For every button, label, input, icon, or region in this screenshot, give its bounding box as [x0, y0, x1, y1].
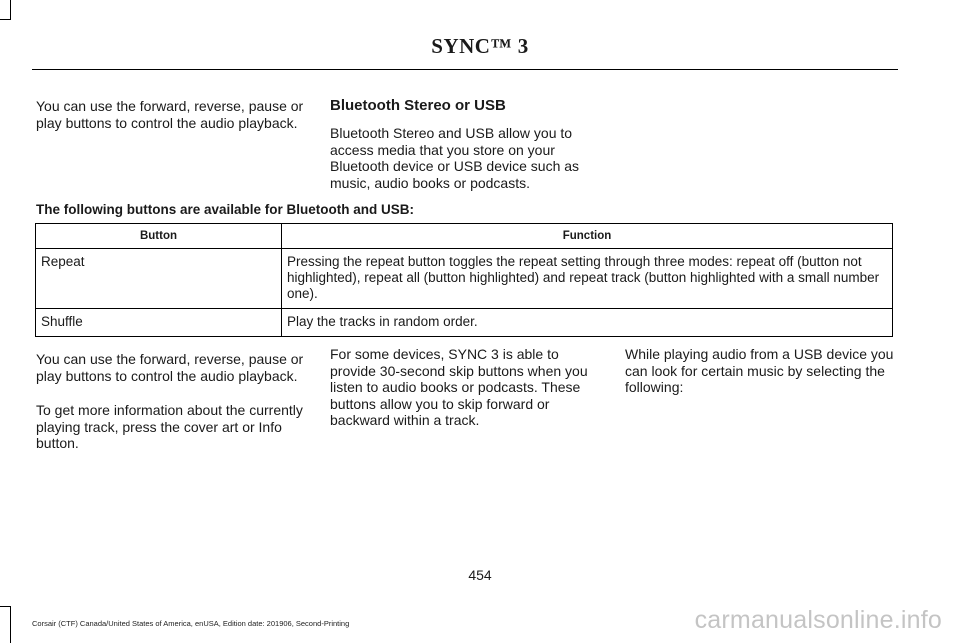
intro-paragraph: You can use the forward, reverse, pause or play buttons to control the audio playback. — [36, 98, 304, 131]
page-header-title: SYNC™ 3 — [431, 34, 529, 58]
buttons-table — [35, 223, 893, 337]
cell-button: Repeat — [36, 249, 282, 309]
header-rule — [32, 69, 898, 70]
footer-edition-text: Corsair (CTF) Canada/United States of America, enUSA, Edition date: 201906, Second-Printing — [32, 619, 350, 628]
section-paragraph: Bluetooth Stereo and USB allow you to access media that you store on your Bluetooth device or USB device such as music, audio books or podcasts. — [330, 125, 580, 191]
crop-mark-top-left-h — [0, 19, 11, 20]
cell-function: Pressing the repeat button toggles the repeat setting through three modes: repeat off (button not highlighted), repeat all (button highlighted) and repeat track (button highlighted with a small number one). — [282, 249, 893, 309]
crop-mark-top-left-v — [10, 0, 11, 20]
usb-search-paragraph: While playing audio from a USB device you can look for certain music by selecting the following: — [625, 346, 894, 395]
track-info-paragraph: To get more information about the currently playing track, press the cover art or Info button. — [36, 402, 303, 451]
header-function: Function — [282, 224, 893, 249]
cell-button: Shuffle — [36, 309, 282, 337]
watermark: carmanualsonline.info — [694, 606, 942, 634]
section-heading: Bluetooth Stereo or USB — [330, 97, 506, 114]
skip-buttons-paragraph: For some devices, SYNC 3 is able to provide 30-second skip buttons when you listen to audio books or podcasts. These buttons allow you to skip forward or backward within a track. — [330, 346, 588, 428]
crop-mark-bottom-left-v — [10, 606, 11, 643]
crop-mark-bottom-left-h — [0, 606, 11, 607]
playback-paragraph: You can use the forward, reverse, pause or play buttons to control the audio playback. — [36, 351, 304, 384]
table-row — [36, 309, 893, 337]
page-number: 454 — [468, 567, 492, 583]
header-button: Button — [36, 224, 282, 249]
table-row — [36, 249, 893, 309]
table-label: The following buttons are available for Bluetooth and USB: — [36, 202, 415, 217]
table-header-row — [36, 224, 893, 249]
cell-function: Play the tracks in random order. — [282, 309, 893, 337]
